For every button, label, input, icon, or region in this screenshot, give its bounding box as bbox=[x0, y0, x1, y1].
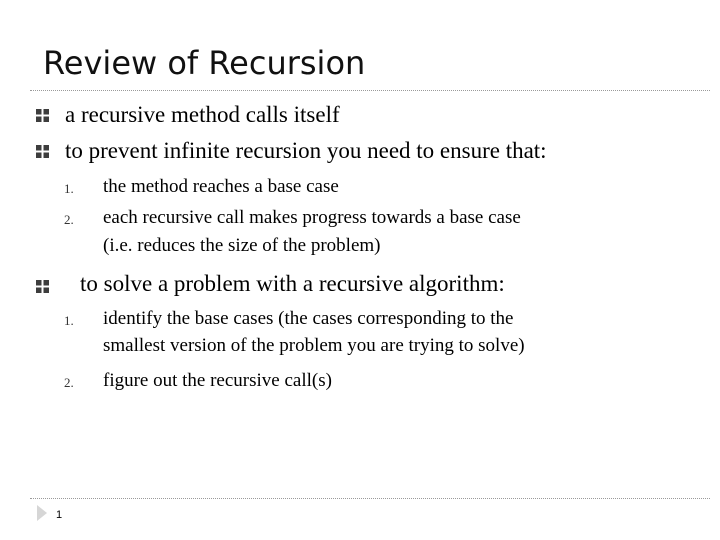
slide-title: Review of Recursion bbox=[43, 44, 366, 82]
list-item-text: smallest version of the problem you are trying to solve) bbox=[103, 335, 525, 356]
list-number: 2. bbox=[64, 375, 74, 390]
list-number: 2. bbox=[64, 212, 74, 227]
list-item-text: each recursive call makes progress towards a base case bbox=[103, 207, 521, 228]
footer-divider bbox=[30, 498, 710, 499]
bullet-text: to prevent infinite recursion you need to ensure that: bbox=[65, 138, 547, 163]
bullet-text: a recursive method calls itself bbox=[65, 102, 340, 127]
list-number: 1. bbox=[64, 181, 74, 196]
list-item-text: identify the base cases (the cases corresponding to the bbox=[103, 308, 514, 329]
diamond-bullet-icon bbox=[36, 109, 49, 122]
title-divider bbox=[30, 90, 710, 91]
diamond-bullet-icon bbox=[36, 280, 49, 293]
bullet-text: to solve a problem with a recursive algorithm: bbox=[80, 271, 505, 296]
arrow-right-icon bbox=[36, 505, 48, 526]
list-item-text: the method reaches a base case bbox=[103, 176, 339, 197]
page-number: 1 bbox=[56, 509, 63, 521]
list-number: 1. bbox=[64, 313, 74, 328]
list-item-text: (i.e. reduces the size of the problem) bbox=[103, 235, 381, 256]
list-item-text: figure out the recursive call(s) bbox=[103, 370, 332, 391]
diamond-bullet-icon bbox=[36, 145, 49, 158]
